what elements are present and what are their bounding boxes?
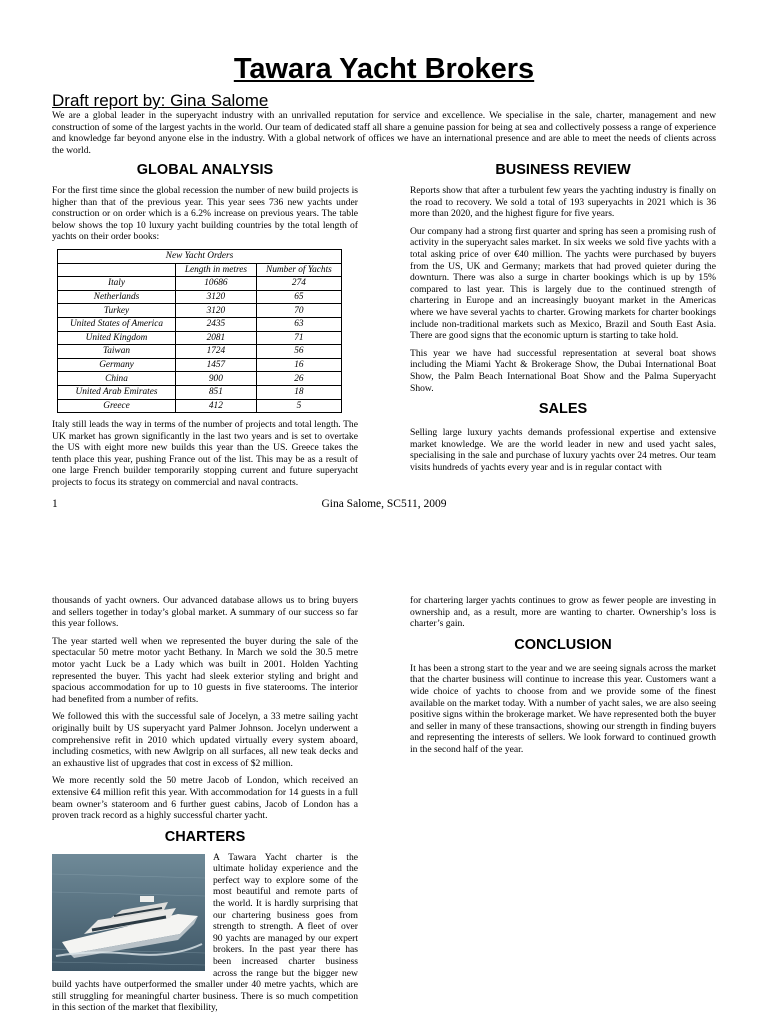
- table-cell-count: 63: [256, 317, 341, 331]
- new-yacht-orders-table: [57, 249, 342, 413]
- charters-continued-section: [410, 595, 716, 762]
- table-row: [58, 331, 342, 345]
- table-row: [58, 304, 342, 318]
- table-cell-country: Turkey: [58, 304, 176, 318]
- table-row: [58, 372, 342, 386]
- table-cell-length: 2435: [175, 317, 256, 331]
- global-analysis-section: [52, 161, 358, 495]
- table-row: [58, 345, 342, 359]
- table-cell-country: United Kingdom: [58, 331, 176, 345]
- table-cell-count: 26: [256, 372, 341, 386]
- table-row: [58, 385, 342, 399]
- business-review-paragraph-2: Our company had a strong first quarter and spring has seen a promising rush of activity in the superyacht sales market. In six weeks we sold five yachts with a total asking price of over €40 million. The yachts were purchased by buyers from the US, UK and Germany; markets that had proved quieter during the downturn. There was also a surge in charter bookings which is up by 15% compared to last year. This is largely due to the continued strength of chartering in Europe and an increasingly buoyant market in the Americas where we have several yachts to charter. Growing markets for charter bookings include non-traditional markets such as Mexico, Brazil and South East Asia. There are good signs that the economic upturn is starting to take hold.: [410, 225, 716, 342]
- table-row: [58, 358, 342, 372]
- charters-heading: CHARTERS: [164, 828, 246, 845]
- table-cell-count: 56: [256, 345, 341, 359]
- table-cell-count: 16: [256, 358, 341, 372]
- table-cell-length: 2081: [175, 331, 256, 345]
- table-cell-length: 3120: [175, 304, 256, 318]
- table-row: [58, 277, 342, 291]
- table-cell-length: 3120: [175, 290, 256, 304]
- yacht-photo: [52, 854, 205, 971]
- table-cell-count: 18: [256, 385, 341, 399]
- sales-paragraph-2: The year started well when we represented the buyer during the sale of the spectacular 50 metre motor yacht Bethany. In March we sold the 30.5 metre motor yacht Luck be a Lady which was built in 2001. Holden Yachting represented the buyer. This yacht had sleek exterior styling and bright and spacious accommodation for up to 10 guests in five staterooms. The interior had benefited from a number of refits.: [52, 635, 358, 705]
- table-header-count: Number of Yachts: [256, 263, 341, 277]
- conclusion-paragraph: It has been a strong start to the year and we are seeing signals across the market that the charter business will continue to increase this year. Customers want a wide choice of yachts to choose from and we provide some of the finest available on the market today. With a number of yacht sales, we are also seeing positive signs within the brokerage market. We have represented both the buyer and seller in many of these transactions, showing our strength in finding buyers and representing the interests of sellers. We look forward to continued growth in the second half of the year.: [410, 662, 716, 755]
- global-analysis-paragraph: For the first time since the global recession the number of new build projects is higher than that of the previous year. This year sees 736 new yachts under construction or on order which is a 6.2% increase on previous years. The table below shows the top 10 luxury yacht building countries by the total length of yachts on their order books:: [52, 185, 358, 243]
- table-cell-count: 5: [256, 399, 341, 413]
- table-cell-length: 10686: [175, 277, 256, 291]
- charters-paragraph: A Tawara Yacht charter is the ultimate holiday experience and the perfect way to explore some of the most beautiful and remote parts of the world. It is hardly surprising that our chartering business goes from strength to strength. A fleet of over 90 yachts are managed by our expert brokers. In the past year there has been increased charter business across the range but the bigger new build yachts have outperformed the smaller under 40 metre yachts, which are still struggling for meaningful charter business. There is so much competition in this section of the market that flexibility,: [52, 851, 358, 1014]
- sales-paragraph-4: We more recently sold the 50 metre Jacob of London, which received an extensive €4 million refit this year. With accommodation for 14 guests in a full beam owner’s stateroom and 6 further guest cabins, Jacob of London has a proven track record as a highly successful charter yacht.: [52, 775, 358, 822]
- table-header-country: [58, 263, 176, 277]
- table-row: [58, 290, 342, 304]
- sales-paragraph-1: Selling large luxury yachts demands professional expertise and extensive market knowledge. We are the world leader in new and used yacht sales, specialising in the sale and purchase of luxury yachts over 24 metres. Our team visits hundreds of yachts every year and is in regular contact with: [410, 427, 716, 473]
- business-review-heading: BUSINESS REVIEW: [495, 162, 631, 178]
- sales-paragraph-1-continued: thousands of yacht owners. Our advanced database allows us to bring buyers and sellers together in today’s global market. A summary of our success so far this year follows.: [52, 595, 358, 630]
- table-row: [58, 317, 342, 331]
- table-header-row: [58, 263, 342, 277]
- table-cell-count: 71: [256, 331, 341, 345]
- table-cell-count: 274: [256, 277, 341, 291]
- yacht-image: [52, 854, 205, 971]
- document-title: Tawara Yacht Brokers: [233, 53, 535, 85]
- intro-paragraph: We are a global leader in the superyacht industry with an unrivalled reputation for service and excellence. We specialise in the sale, charter, management and new construction of some of the largest yachts in the world. Our team of dedicated staff all share a genuine passion for being at sea and collectively possess a range of experience and knowledge far beyond anyone else in the industry. With a global network of offices we have an international presence and are able to meet the needs of clients across the world.: [52, 110, 716, 156]
- table-row: [58, 399, 342, 413]
- table-cell-length: 1457: [175, 358, 256, 372]
- footer-text: Gina Salome, SC511, 2009: [321, 498, 447, 510]
- business-review-section: [410, 161, 716, 479]
- table-cell-country: China: [58, 372, 176, 386]
- page-number: 1: [52, 498, 58, 510]
- table-cell-length: 851: [175, 385, 256, 399]
- table-cell-country: Netherlands: [58, 290, 176, 304]
- table-cell-country: Taiwan: [58, 345, 176, 359]
- table-caption: New Yacht Orders: [58, 249, 342, 263]
- table-header-length: Length in metres: [175, 263, 256, 277]
- document-subtitle: Draft report by: Gina Salome: [52, 91, 269, 110]
- sales-continued-section: [52, 595, 358, 1020]
- table-cell-count: 70: [256, 304, 341, 318]
- sales-heading: SALES: [538, 401, 588, 418]
- table-cell-length: 1724: [175, 345, 256, 359]
- charters-paragraph-continued: for chartering larger yachts continues to grow as fewer people are investing in ownership and, as a result, more are wanting to charter. Ownership’s loss is charter’s gain.: [410, 595, 716, 630]
- table-cell-count: 65: [256, 290, 341, 304]
- table-cell-length: 900: [175, 372, 256, 386]
- sales-paragraph-3: We followed this with the successful sale of Jocelyn, a 33 metre sailing yacht originally built by US superyacht yard Palmer Johnson. Jocelyn underwent a comprehensive refit in 2010 which updated virtually every system aboard, including cosmetics, with new Awlgrip on all surfaces, all new teak decks and an exhaustive list of upgrades that cost in excess of $2 million.: [52, 711, 358, 769]
- global-analysis-heading: GLOBAL ANALYSIS: [136, 162, 274, 178]
- global-analysis-paragraph-2: Italy still leads the way in terms of the number of projects and total length. The UK market has grown significantly in the last two years and is set to overtake the US with eight more new builds this year than the US. Greece takes the tenth place this year, pushing France out of the list. This may be as a result of one large French builder temporarily stopping current and future superyacht projects to focus its strategy on commercial and naval contracts.: [52, 419, 358, 489]
- table-cell-country: Greece: [58, 399, 176, 413]
- business-review-paragraph-3: This year we have had successful representation at several boat shows including the Miami Yacht & Brokerage Show, the Dubai International Boat Show, the Palm Beach International Boat Show and the Palma Superyacht Show.: [410, 347, 716, 394]
- table-caption-row: [58, 249, 342, 263]
- conclusion-heading: CONCLUSION: [514, 636, 612, 653]
- table-cell-country: United Arab Emirates: [58, 385, 176, 399]
- table-cell-country: Italy: [58, 277, 176, 291]
- table-cell-country: United States of America: [58, 317, 176, 331]
- table-cell-length: 412: [175, 399, 256, 413]
- table-cell-country: Germany: [58, 358, 176, 372]
- page-2: [0, 586, 768, 1024]
- business-review-paragraph-1: Reports show that after a turbulent few years the yachting industry is finally on the road to recovery. We sold a total of 193 superyachts in 2021 which is 36 more than 2020, and the highest figure for five years.: [410, 185, 716, 220]
